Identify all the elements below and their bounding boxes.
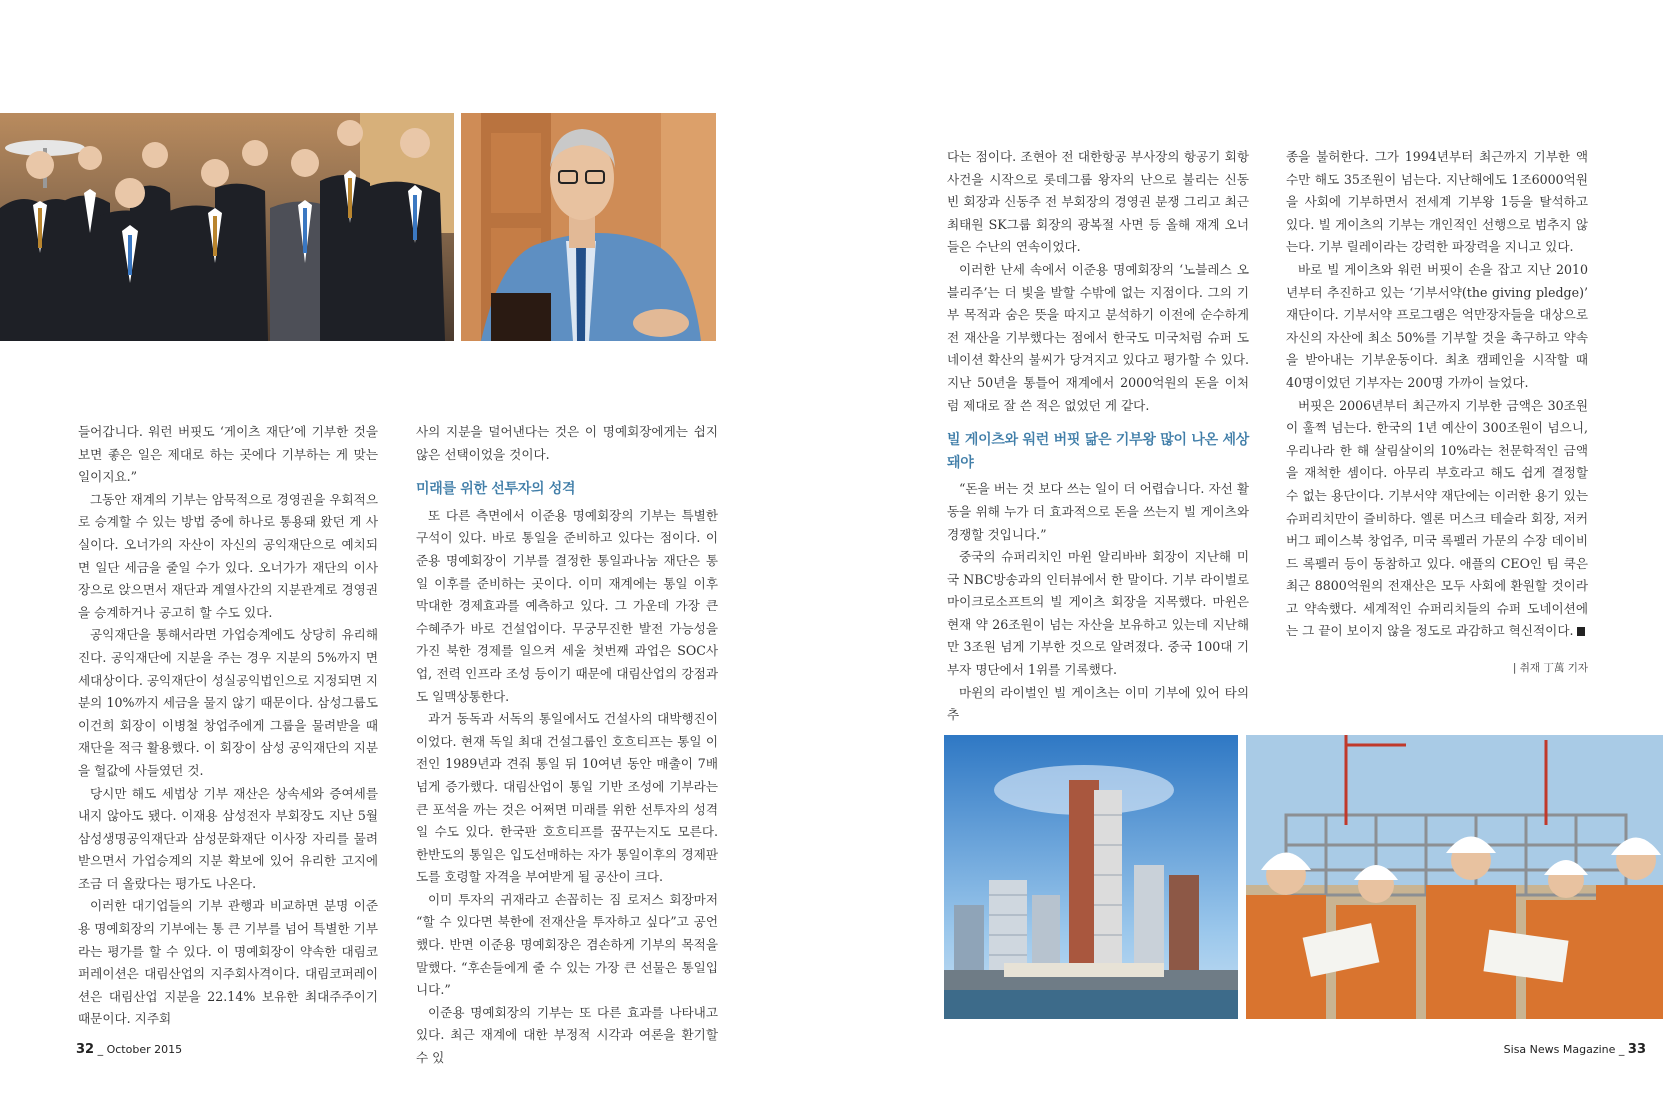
right-column-1 (947, 146, 1249, 727)
paragraph: 또 다른 측면에서 이준용 명예회장의 기부는 특별한 구석이 있다. 바로 통일을 준비하고 있다는 점이다. 이준용 명예회장이 기부를 결정한 통일과나눔 재단은 통일 이후를 준비하는 곳이다. 이미 재계에는 통일 이후 막대한 경제효과를 예측하고 있다. 그 가운데 가장 큰 수혜주가 바로 건설업이다. 무궁무진한 발전 가능성을 가진 북한 경제를 일으켜 세울 첫번째 과업은 SOC사업, 전력 인프라 조성 등이기 때문에 대림산업의 강점과도 일맥상통한다. (416, 507, 718, 704)
paragraph: 이러한 난세 속에서 이준용 명예회장의 ‘노블레스 오블리주’는 더 빛을 발할 수밖에 없는 지점이다. 그의 기부 목적과 숨은 뜻을 따지고 분석하기 이전에 순수하게 전 재산을 기부했다는 점에서 한국도 미국처럼 슈퍼 도네이션 확산의 불씨가 당겨지고 있다고 평가할 수 있다. 지난 50년을 통틀어 재계에서 2000억원의 돈을 이처럼 제대로 잘 쓴 적은 없었던 게 같다. (947, 261, 1249, 413)
construction-photo (1246, 735, 1663, 1019)
paragraph: 들어갑니다. 워런 버핏도 ‘게이츠 재단’에 기부한 것을 보면 좋은 일은 제대로 하는 곳에다 기부하는 게 맞는 일이지요.” (78, 424, 378, 485)
left-column-1 (78, 421, 378, 1031)
issue-date: _ October 2015 (97, 1043, 183, 1056)
left-column-2 (416, 421, 718, 1070)
paragraph: 중국의 슈퍼리치인 마윈 알리바바 회장이 지난해 미국 NBC방송과의 인터뷰에서 한 말이다. 기부 라이벌로 마이크로소프트의 빌 게이츠 회장을 지목했다. 마윈은 현재 약 26조원이 넘는 자산을 보유하고 있는데 지난해만 3조원 넘게 기부한 것으로 알려졌다. 중국 100대 기부자 명단에서 1위를 기록했다. (947, 549, 1249, 678)
paragraph: 다는 점이다. 조현아 전 대한항공 부사장의 항공기 회항 사건을 시작으로 롯데그룹 왕자의 난으로 불리는 신동빈 회장과 신동주 전 부회장의 경영권 분쟁 그리고 최근 최태원 SK그룹 회장의 광복절 사면 등 올해 재계 오너들은 수난의 연속이었다. (947, 149, 1249, 255)
paragraph: 바로 빌 게이츠와 워런 버핏이 손을 잡고 지난 2010년부터 추진하고 있는 ‘기부서약(the giving pledge)’ 재단이다. 기부서약 프로그램은 억만장자들을 대상으로 자신의 자산에 최소 50%를 기부할 것을 촉구하고 약속을 받아내는 기부운동이다. 최초 캠페인을 시작할 때 40명이었던 기부자는 200명 가까이 늘었다. (1286, 261, 1588, 390)
paragraph: 종을 불허한다. 그가 1994년부터 최근까지 기부한 액수만 해도 35조원이 넘는다. 지난해에도 1조6000억원을 사회에 기부하면서 전세계 기부왕 1등을 탈석하고 있다. 빌 게이츠의 기부는 개인적인 선행으로 범추지 않는다. 기부 릴레이라는 강력한 파장력을 지니고 있다. (1286, 149, 1588, 255)
paragraph: 이준용 명예회장의 기부는 또 다른 효과를 나타내고 있다. 최근 재계에 대한 부정적 시각과 여론을 환기할 수 있 (416, 1004, 718, 1066)
portrait-photo (461, 113, 716, 341)
paragraph: “돈을 버는 것 보다 쓰는 일이 더 어렵습니다. 자선 활동을 위해 누가 더 효과적으로 돈을 쓰는지 빌 게이츠와 경쟁할 것입니다.” (947, 481, 1249, 542)
paragraph-text: 버핏은 2006년부터 최근까지 기부한 금액은 30조원이 훌쩍 넘는다. 한국의 1년 예산이 300조원이 넘으니, 우리나라 한 해 살림살이의 10%라는 천문학적인 금액을 재척한 셈이다. 아무리 부호라고 해도 쉽게 결정할 수 없는 용단이다. 기부서약 재단에는 이러한 용기 있는 슈퍼리치만이 즐비하다. 엘론 머스크 테슬라 회장, 저커버그 페이스북 창업주, 미국 록펠러 가문의 수장 데이비드 록펠러 등이 동참하고 있다. 애플의 CEO인 팀 쿡은 최근 8800억원의 전재산은 모두 사회에 환원할 것이라고 약속했다. 세계적인 슈퍼리치들의 슈퍼 도네이션에는 그 끝이 보이지 않을 정도로 과감하고 혁신적이다. (1286, 397, 1588, 639)
paragraph: 이미 투자의 귀재라고 손꼽히는 짐 로저스 회장마저 “할 수 있다면 북한에 전재산을 투자하고 싶다”고 공언했다. 반면 이준용 명예회장은 겸손하게 기부의 목적을 말했다. “후손들에게 줄 수 있는 가장 큰 선물은 통일입니다.” (416, 891, 718, 998)
page-number: 32 (76, 1042, 95, 1057)
magazine-name: Sisa News Magazine _ (1503, 1043, 1625, 1056)
paragraph: 사의 지분을 덜어낸다는 것은 이 명예회장에게는 쉽지 않은 선택이었을 것이다. (416, 424, 718, 462)
end-mark-icon (1577, 627, 1585, 636)
group-photo (0, 113, 454, 341)
paragraph: 이러한 대기업들의 기부 관행과 비교하면 분명 이준용 명예회장의 기부에는 통 큰 기부를 넘어 특별한 기부라는 평가를 할 수 있다. 이 명예회장이 약속한 대림코퍼레이션은 대림산업의 지주회사격이다. 대림코퍼레이션은 대림산업 지분을 22.14% 보유한 최대주주이기 때문이다. 지주회 (78, 898, 378, 1027)
paragraph: 마윈의 라이벌인 빌 게이츠는 이미 기부에 있어 타의추 (947, 684, 1249, 723)
page-number: 33 (1627, 1042, 1646, 1057)
section-heading: 빌 게이츠와 워런 버핏 닮은 기부왕 많이 나온 세상 돼야 (947, 432, 1249, 471)
right-column-2 (1286, 146, 1588, 680)
section-heading: 미래를 위한 선투자의 성격 (416, 481, 576, 498)
folio-left (76, 1042, 182, 1057)
paragraph: 공익재단을 통해서라면 가업승계에도 상당히 유리해진다. 공익재단에 지분을 주는 경우 지분의 5%까지 면세대상이다. 공익재단이 성실공익법인으로 지정되면 지분의 10%까지 세금을 물지 않기 때문이다. 삼성그룹도 이건희 회장이 이병철 창업주에게 그룹을 물려받을 때 재단을 적극 활용했다. 이 회장이 삼성 공익재단의 지분을 헐값에 사들였던 것. (78, 627, 378, 778)
paragraph (1286, 395, 1588, 644)
paragraph: 당시만 해도 세법상 기부 재산은 상속세와 증여세를 내지 않아도 됐다. 이재용 삼성전자 부회장도 지난 5월 삼성생명공익재단과 삼성문화재단 이사장 자리를 물려받으면서 가업승계의 지분 확보에 있어 유리한 고지에 조금 더 올랐다는 평가도 나온다. (78, 785, 378, 891)
folio-right (1504, 1042, 1646, 1057)
paragraph: 과거 동독과 서독의 통일에서도 건설사의 대박행진이 이었다. 현재 독일 최대 건설그룹인 호흐티프는 통일 이전인 1989년과 견줘 통일 뒤 10여년 동안 매출이 7배 넘게 증가했다. 대림산업이 통일 기반 조성에 기부라는 큰 포석을 까는 것은 어쩌면 미래를 위한 선투자의 성격일 수도 있다. 한국판 호흐티프를 꿈꾸는지도 모른다. 한반도의 통일은 입도선매하는 자가 통일이후의 경제판도를 호령할 자격을 부여받게 될 공산이 크다. (416, 711, 718, 885)
reporter-credit: | 취재 丁萬 기자 (1512, 662, 1588, 675)
apartment-photo (944, 735, 1238, 1019)
paragraph: 그동안 재계의 기부는 암묵적으로 경영권을 우회적으로 승계할 수 있는 방법 중에 하나로 통용돼 왔던 게 사실이다. 오너가의 자산이 자신의 공익재단으로 예치되면 일단 세금을 줄일 수가 있다. 오너가가 재단의 이사장으로 앉으면서 재단과 계열사간의 지분관계로 경영권을 승계하거나 공고히 할 수도 있다. (78, 491, 378, 620)
